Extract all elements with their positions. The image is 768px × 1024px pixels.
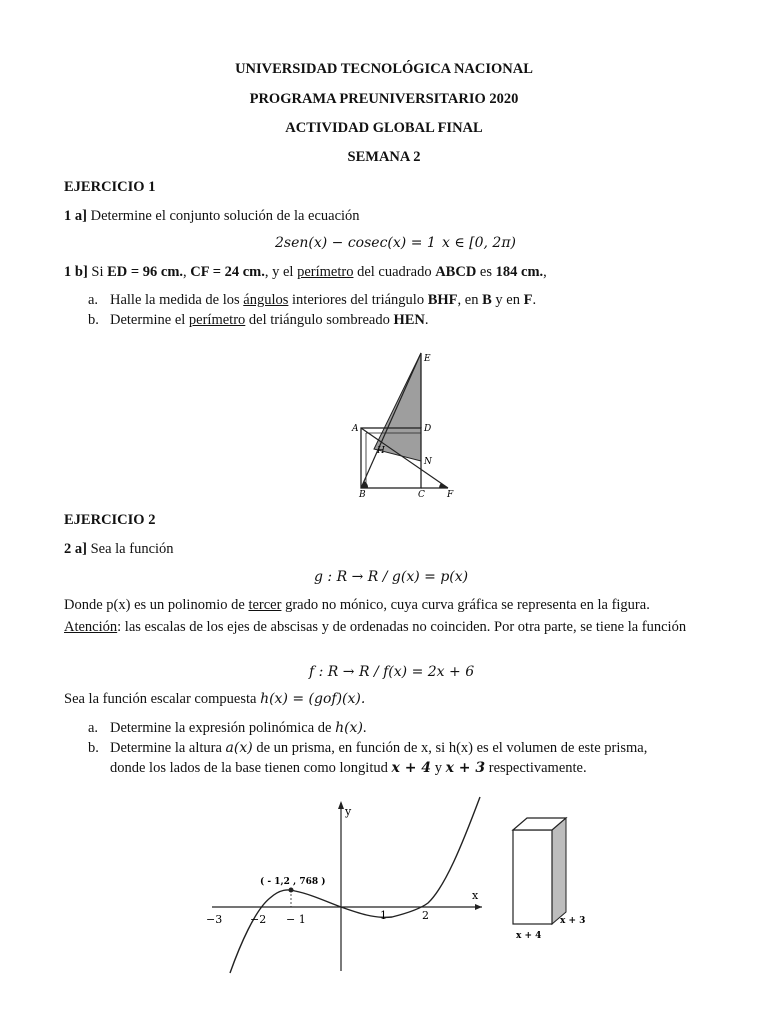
tick-1: 1 <box>380 909 387 922</box>
ex2-item-a: a. Determine la expresión polinómica de h(x). <box>88 720 367 736</box>
ex1-equation-left: 2sen(x) − cosec(x) = 1 <box>275 235 436 251</box>
prism-right-face <box>552 818 566 924</box>
ex1-title: EJERCICIO 1 <box>64 179 156 195</box>
label-a: A <box>352 424 359 434</box>
label-b: B <box>359 490 366 500</box>
ex2-paragraph-1: Donde p(x) es un polinomio de tercer grado no mónico, cuya curva gráfica se representa en la figura. <box>64 597 650 613</box>
tick-neg2: −2 <box>250 913 267 926</box>
ex1-item-b: b. Determine el perímetro del triángulo sombreado HEN. <box>88 312 429 328</box>
ex1-b-statement: 1 b] Si ED = 96 cm., CF = 24 cm., y el perímetro del cuadrado ABCD es 184 cm., <box>64 264 547 280</box>
ex2-equation-f: f : R → R / f(x) = 2x + 6 <box>309 664 475 680</box>
ex2-paragraph-2: Atención: las escalas de los ejes de abscisas y de ordenadas no coinciden. Por otra parte, se tiene la función <box>64 619 687 635</box>
ex1-a-label: 1 a] <box>64 208 87 224</box>
label-f: F <box>447 490 454 500</box>
header-activity: ACTIVIDAD GLOBAL FINAL <box>285 120 483 136</box>
y-axis-label: y <box>345 805 352 818</box>
polynomial-graph <box>200 795 490 975</box>
x-axis-label: x <box>472 889 479 902</box>
geometry-figure <box>340 345 470 500</box>
ex2-item-b-line2: donde los lados de la base tienen como longitud x + 4 y x + 3 respectivamente. <box>110 760 587 776</box>
label-c: C <box>418 490 425 500</box>
header-program: PROGRAMA PREUNIVERSITARIO 2020 <box>249 91 519 107</box>
tick-2: 2 <box>422 909 429 922</box>
header-university: UNIVERSIDAD TECNOLÓGICA NACIONAL <box>235 61 533 77</box>
ex1-a-statement: 1 a] Determine el conjunto solución de la ecuación <box>64 208 360 224</box>
y-axis-arrow <box>338 801 344 809</box>
ex2-paragraph-3: Sea la función escalar compuesta h(x) = (gof)(x). <box>64 691 366 707</box>
prism-figure <box>508 808 598 948</box>
ex2-item-b-line1: b. Determine la altura a(x) de un prisma, en función de x, si h(x) es el volumen de este prisma, <box>88 740 648 756</box>
ex1-item-a: a. Halle la medida de los ángulos interiores del triángulo BHF, en B y en F. <box>88 292 537 308</box>
header-week: SEMANA 2 <box>347 149 421 165</box>
ex2-equation-g: g : R → R / g(x) = p(x) <box>314 569 469 585</box>
tick-neg1: − 1 <box>286 913 306 926</box>
label-h: H <box>377 446 385 456</box>
ex2-a-statement: 2 a] Sea la función <box>64 541 174 557</box>
prism-label-x3: x + 3 <box>560 916 586 926</box>
label-n: N <box>424 457 432 467</box>
ex1-equation-right: x ∈ [0, 2π) <box>442 235 516 251</box>
local-max-label: ( - 1,2 , 768 ) <box>260 877 326 887</box>
prism-front-face <box>513 830 552 924</box>
label-e: E <box>424 354 431 364</box>
tick-neg3: −3 <box>206 913 223 926</box>
label-d: D <box>424 424 432 434</box>
prism-label-x4: x + 4 <box>516 931 542 941</box>
ex2-title: EJERCICIO 2 <box>64 512 156 528</box>
x-axis-arrow <box>475 904 482 910</box>
angle-marker-f <box>439 483 448 488</box>
